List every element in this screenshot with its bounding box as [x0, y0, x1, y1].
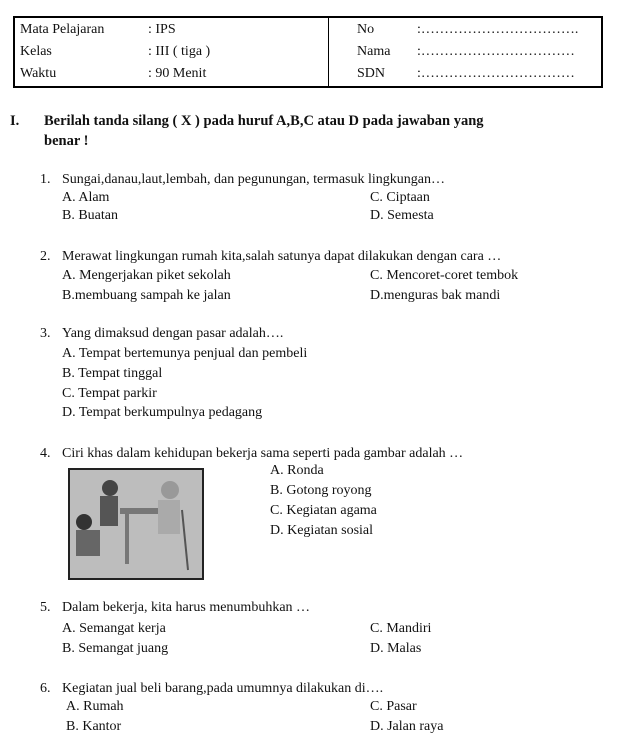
option: A. Tempat bertemunya penjual dan pembeli — [62, 346, 308, 361]
option: D. Kegiatan sosial — [270, 523, 374, 538]
option: A. Ronda — [270, 463, 324, 478]
value-time: : 90 Menit — [148, 66, 207, 81]
field-no: :……………………………. — [417, 22, 579, 37]
divider — [328, 18, 329, 86]
option: B. Kantor — [66, 719, 122, 734]
option: A. Semangat kerja — [62, 621, 166, 636]
field-school: :…………………………… — [417, 66, 575, 81]
option: C. Tempat parkir — [62, 386, 157, 401]
question-text: Merawat lingkungan rumah kita,salah satunya dapat dilakukan dengan cara … — [62, 249, 502, 264]
label-time: Waktu — [20, 66, 57, 81]
option: C. Pasar — [370, 699, 417, 714]
label-name: Nama — [357, 44, 391, 59]
question-number: 2. — [40, 249, 51, 264]
question-number: 5. — [40, 600, 51, 615]
question-text: Yang dimaksud dengan pasar adalah…. — [62, 326, 284, 341]
option: D.menguras bak mandi — [370, 288, 501, 303]
section-instruction-cont: benar ! — [44, 133, 89, 149]
option: B.membuang sampah ke jalan — [62, 288, 231, 303]
option: C. Mencoret-coret tembok — [370, 268, 519, 283]
option: C. Kegiatan agama — [270, 503, 377, 518]
illustration-image — [68, 468, 204, 580]
option: D. Malas — [370, 641, 422, 656]
question-number: 3. — [40, 326, 51, 341]
question-text: Sungai,danau,laut,lembah, dan pegunungan, termasuk lingkungan… — [62, 172, 445, 187]
field-name: :…………………………… — [417, 44, 575, 59]
question-number: 1. — [40, 172, 51, 187]
label-no: No — [357, 22, 375, 37]
label-class: Kelas — [20, 44, 52, 59]
question-number: 6. — [40, 681, 51, 696]
label-school: SDN — [357, 66, 386, 81]
option: B. Semangat juang — [62, 641, 169, 656]
option: C. Mandiri — [370, 621, 432, 636]
option: A. Alam — [62, 190, 110, 205]
question-text: Kegiatan jual beli barang,pada umumnya dilakukan di…. — [62, 681, 384, 696]
option: D. Jalan raya — [370, 719, 444, 734]
label-subject: Mata Pelajaran — [20, 22, 105, 37]
option: B. Gotong royong — [270, 483, 372, 498]
option: D. Tempat berkumpulnya pedagang — [62, 405, 263, 420]
option: A. Rumah — [66, 699, 124, 714]
value-class: : III ( tiga ) — [148, 44, 211, 59]
option: D. Semesta — [370, 208, 434, 223]
option: B. Tempat tinggal — [62, 366, 163, 381]
option: C. Ciptaan — [370, 190, 430, 205]
question-text: Ciri khas dalam kehidupan bekerja sama seperti pada gambar adalah … — [62, 446, 464, 461]
section-instruction: Berilah tanda silang ( X ) pada huruf A,B,C atau D pada jawaban yang — [44, 113, 484, 129]
question-text: Dalam bekerja, kita harus menumbuhkan … — [62, 600, 311, 615]
question-number: 4. — [40, 446, 51, 461]
option: B. Buatan — [62, 208, 118, 223]
value-subject: : IPS — [148, 22, 176, 37]
section-number: I. — [10, 113, 20, 129]
option: A. Mengerjakan piket sekolah — [62, 268, 231, 283]
